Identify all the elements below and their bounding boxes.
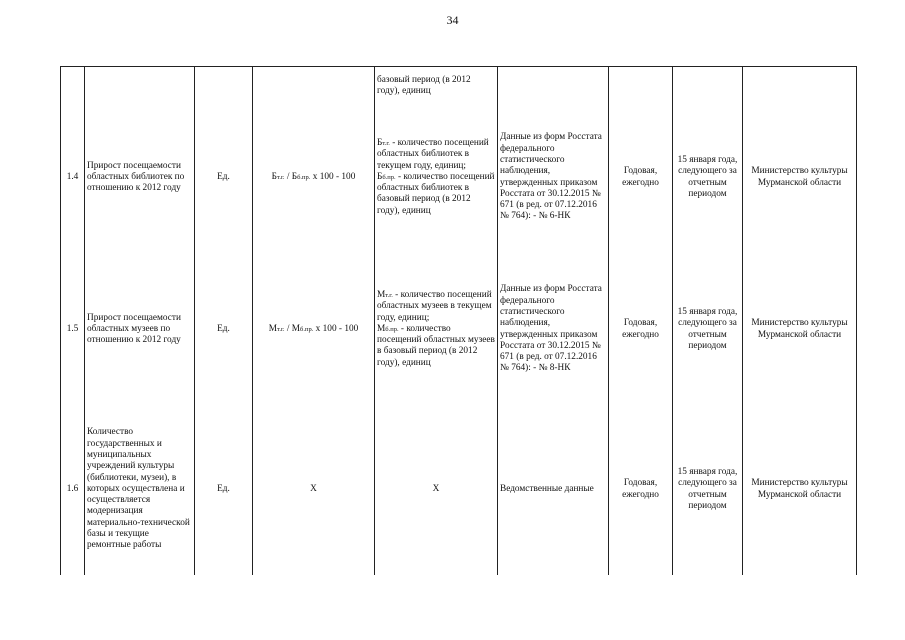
deadline: 15 января года, следующего за отчетным периодом	[673, 405, 743, 575]
data-source: Ведомственные данные	[498, 405, 609, 575]
definition	[375, 101, 498, 255]
formula-b: Б	[291, 171, 298, 182]
formula-a: Б	[271, 171, 277, 182]
indicators-table	[60, 66, 857, 575]
def-text: - количество посещений областных музеев в базовый период (в 2012 году), единиц	[377, 323, 495, 368]
frequency: Годовая, ежегодно	[609, 255, 673, 405]
def-symbol: Б	[377, 137, 383, 148]
row-number: 1.5	[61, 255, 85, 405]
formula: Мт.г. / Мб.пр. x 100 - 100	[253, 255, 375, 405]
data-source: Данные из форм Росстата федерального статистического наблюдения, утвержденных приказом Росстата от 30.12.2015 № 671 (в ред. от 07.12.2016 № 764): - № 6-НК	[498, 101, 609, 255]
indicator-name: Прирост посещаемости областных музеев по отношению к 2012 году	[85, 255, 195, 405]
def-symbol-sub: т.г.	[385, 291, 393, 299]
unit: Ед.	[195, 255, 253, 405]
definition-current	[377, 290, 495, 324]
def-symbol-sub: б.пр.	[382, 173, 396, 181]
def-text: - количество посещений областных музеев в текущем году, единиц;	[377, 289, 492, 323]
table-row	[61, 255, 857, 405]
formula-b-sub: б.пр.	[300, 325, 314, 333]
definition: Х	[375, 405, 498, 575]
formula-b-sub: б.пр.	[297, 173, 311, 181]
responsible: Министерство культуры Мурманской области	[743, 255, 857, 405]
def-symbol-sub: б.пр.	[385, 325, 399, 333]
formula: Х	[253, 405, 375, 575]
formula-a-sub: т.г.	[276, 325, 285, 333]
def-symbol: Б	[377, 171, 383, 182]
frequency: Годовая, ежегодно	[609, 405, 673, 575]
table-row	[61, 405, 857, 575]
responsible: Министерство культуры Мурманской области	[743, 101, 857, 255]
table-row	[61, 101, 857, 255]
definition	[375, 255, 498, 405]
formula-a: М	[268, 323, 277, 334]
def-symbol: М	[377, 289, 386, 300]
unit: Ед.	[195, 405, 253, 575]
def-symbol: М	[377, 323, 386, 334]
formula: Бт.г. / Бб.пр. x 100 - 100	[253, 101, 375, 255]
def-symbol-sub: т.г.	[382, 139, 390, 147]
responsible: Министерство культуры Мурманской области	[743, 405, 857, 575]
deadline: 15 января года, следующего за отчетным периодом	[673, 255, 743, 405]
def-text: - количество посещений областных библиотек в текущем году, единиц;	[377, 137, 489, 171]
definition-base	[377, 324, 495, 369]
data-source: Данные из форм Росстата федерального статистического наблюдения, утвержденных приказом Росстата от 30.12.2015 № 671 (в ред. от 07.12.2016 № 764): - № 8-НК	[498, 255, 609, 405]
indicator-name: Количество государственных и муниципальных учреждений культуры (библиотеки, музеи), в которых осуществлена и осуществляется модернизация материально-технической базы и текущие ремонтные работы	[85, 405, 195, 575]
continued-definition: базовый период (в 2012 году), единиц	[375, 67, 498, 101]
def-text: - количество посещений областных библиотек в базовый период (в 2012 году), единиц	[377, 171, 495, 216]
definition-current	[377, 138, 495, 172]
indicator-name: Прирост посещаемости областных библиотек по отношению к 2012 году	[85, 101, 195, 255]
row-number: 1.4	[61, 101, 85, 255]
definition-base	[377, 172, 495, 217]
formula-rest: x 100 - 100	[312, 171, 356, 182]
frequency: Годовая, ежегодно	[609, 101, 673, 255]
unit: Ед.	[195, 101, 253, 255]
formula-rest: x 100 - 100	[315, 323, 359, 334]
formula-b: М	[291, 323, 301, 334]
row-number: 1.6	[61, 405, 85, 575]
deadline: 15 января года, следующего за отчетным периодом	[673, 101, 743, 255]
table-row-continuation	[61, 67, 857, 101]
page-number: 34	[446, 13, 459, 27]
formula-a-sub: т.г.	[276, 173, 285, 181]
